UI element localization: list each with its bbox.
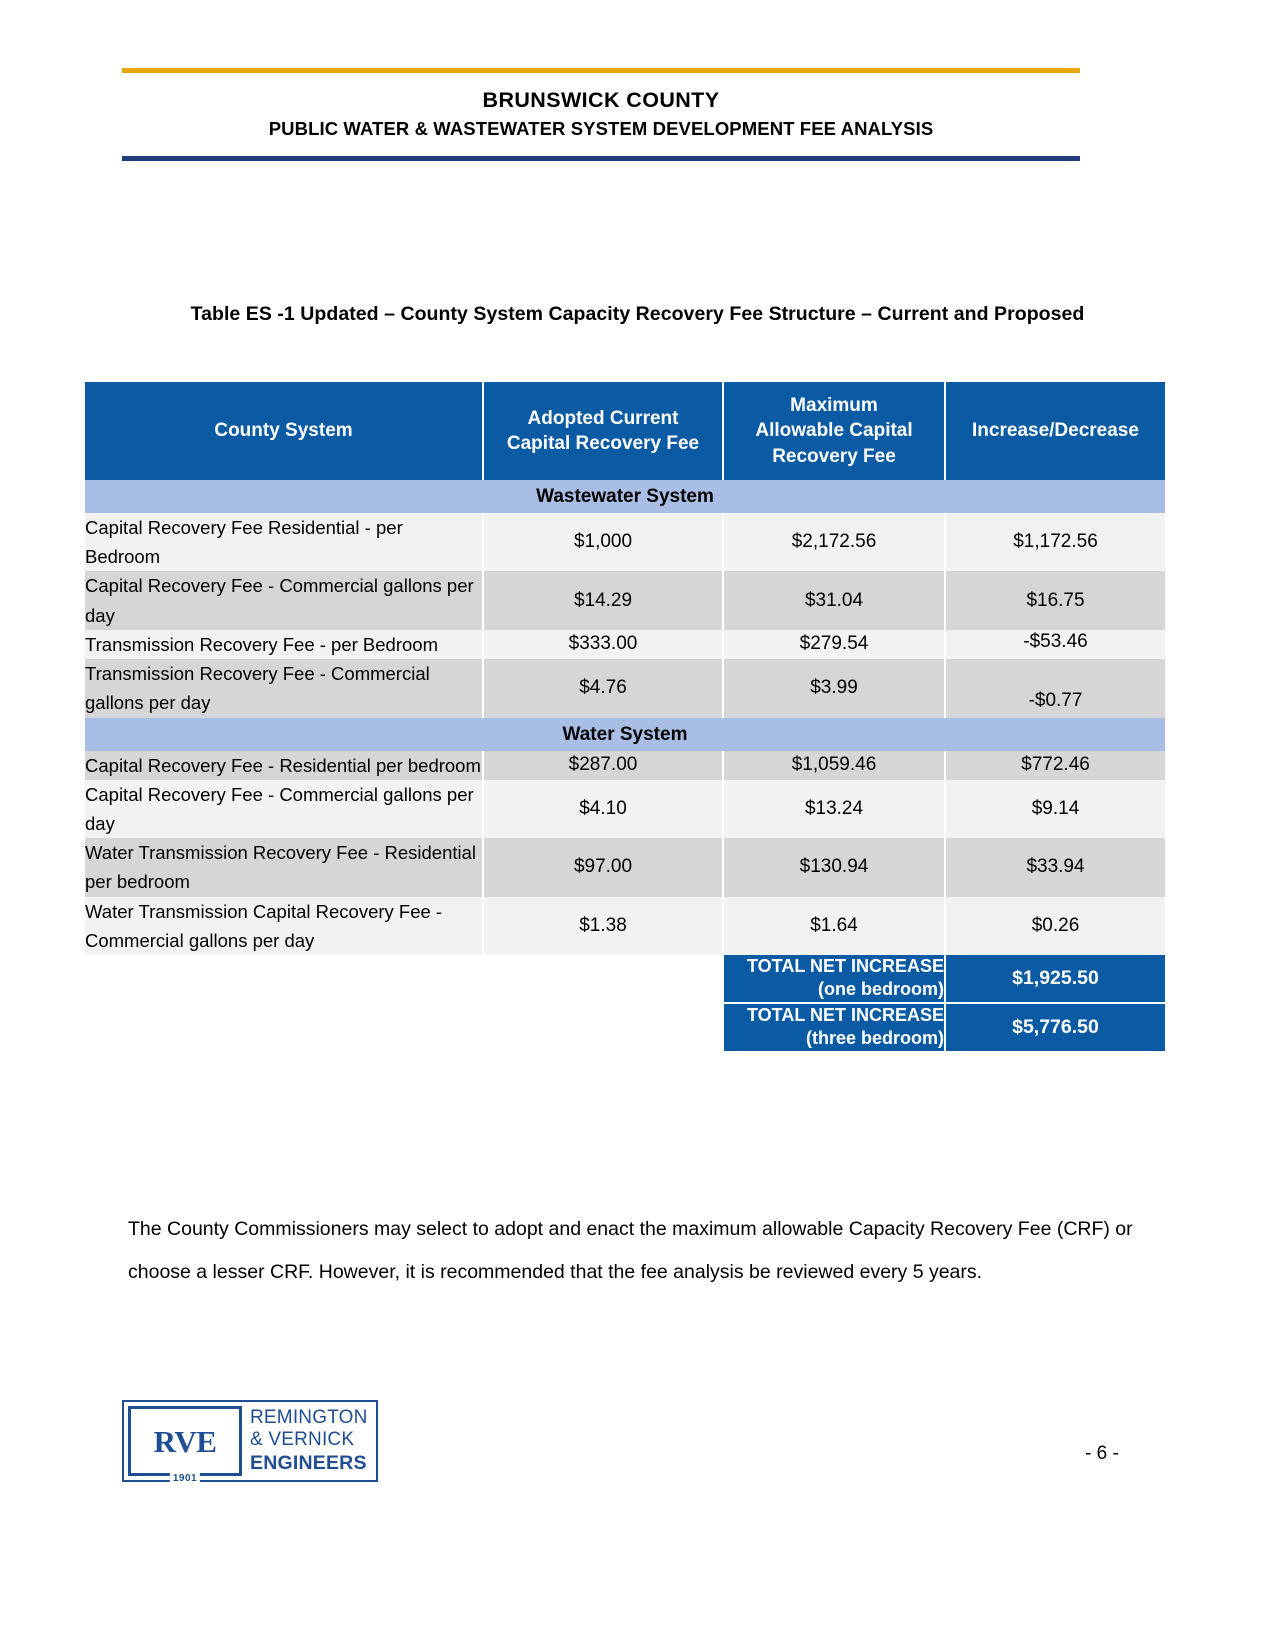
row-maximum-fee: $31.04 [724,571,946,629]
row-label: Water Transmission Recovery Fee - Residential per bedroom [85,838,484,896]
row-delta: $772.46 [946,751,1165,780]
total-label-three-bedroom [724,1004,946,1051]
row-maximum-fee: $2,172.56 [724,513,946,571]
total-spacer [484,1004,724,1051]
row-delta: $9.14 [946,780,1165,838]
section-band-water: Water System [85,718,1165,751]
header-rule-blue [122,156,1080,161]
rve-logo-year: 1901 [170,1473,200,1484]
row-current-fee: $4.10 [484,780,724,838]
rve-logo-word-line1: REMINGTON [250,1406,368,1428]
column-header-adopted-current-fee [484,382,724,480]
table-header-row [85,382,1165,480]
table-row [85,838,1165,896]
row-label: Capital Recovery Fee - Residential per bedroom [85,751,484,780]
body-paragraph: The County Commissioners may select to adopt and enact the maximum allowable Capacity Recovery Fee (CRF) or choose a lesser CRF. However, it is recommended that the fee analysis be reviewed every 5 years. [128,1218,1133,1283]
rve-logo-initials: RVE [153,1423,217,1459]
table-row [85,780,1165,838]
rve-logo-word-line2: & VERNICK [250,1429,355,1451]
header-titles [122,73,1080,147]
column-header-increase-decrease: Increase/Decrease [946,382,1165,480]
total-spacer [85,1004,484,1051]
total-row [85,1004,1165,1051]
total-label-one-bedroom [724,955,946,1004]
row-current-fee: $287.00 [484,751,724,780]
section-band-wastewater: Wastewater System [85,480,1165,513]
column-header-line: Maximum [790,395,878,417]
section-band-row [85,480,1165,513]
table-row [85,571,1165,629]
row-label: Transmission Recovery Fee - per Bedroom [85,630,484,659]
row-delta: -$53.46 [946,630,1165,659]
row-delta: $0.26 [946,897,1165,955]
row-label: Capital Recovery Fee - Commercial gallons per day [85,780,484,838]
table-row [85,897,1165,955]
row-maximum-fee: $130.94 [724,838,946,896]
row-delta: $33.94 [946,838,1165,896]
row-maximum-fee: $1,059.46 [724,751,946,780]
row-maximum-fee: $13.24 [724,780,946,838]
total-value-one-bedroom: $1,925.50 [946,955,1165,1004]
section-band-row [85,718,1165,751]
row-delta: $1,172.56 [946,513,1165,571]
column-header-maximum-allowable-fee [724,382,946,480]
capacity-recovery-fee-table [85,382,1165,1051]
row-delta: $16.75 [946,571,1165,629]
table-caption: Table ES -1 Updated – County System Capacity Recovery Fee Structure – Current and Proposed [190,303,1085,325]
rve-logo [122,1400,378,1482]
row-maximum-fee: $279.54 [724,630,946,659]
row-current-fee: $333.00 [484,630,724,659]
table-row [85,751,1165,780]
column-header-line: Capital Recovery Fee [506,433,700,454]
row-maximum-fee: $1.64 [724,897,946,955]
row-current-fee: $4.76 [484,659,724,717]
header-title-secondary: PUBLIC WATER & WASTEWATER SYSTEM DEVELOPMENT FEE ANALYSIS [268,118,934,140]
row-label: Transmission Recovery Fee - Commercial gallons per day [85,659,484,717]
column-header-line: Adopted Current [527,407,679,429]
total-row [85,955,1165,1004]
total-label-line: TOTAL NET INCREASE [746,956,944,977]
table-row [85,659,1165,717]
row-maximum-fee: $3.99 [724,659,946,717]
page-number: - 6 - [1085,1443,1119,1464]
row-current-fee: $1.38 [484,897,724,955]
row-label: Water Transmission Capital Recovery Fee -Commercial gallons per day [85,897,484,955]
rve-logo-mark [128,1406,242,1484]
total-label-line: TOTAL NET INCREASE [746,1004,944,1025]
header-title-primary: BRUNSWICK COUNTY [482,88,720,112]
total-value-three-bedroom: $5,776.50 [946,1004,1165,1051]
page-header [122,68,1080,161]
column-header-county-system: County System [85,382,484,480]
table-row [85,513,1165,571]
table-row [85,630,1165,659]
column-header-line: Recovery Fee [772,445,896,467]
total-spacer [484,955,724,1004]
total-label-line: (three bedroom) [805,1028,944,1049]
rve-logo-wordmark [250,1406,372,1476]
row-current-fee: $14.29 [484,571,724,629]
row-label: Capital Recovery Fee Residential - per Bedroom [85,513,484,571]
row-current-fee: $97.00 [484,838,724,896]
row-current-fee: $1,000 [484,513,724,571]
total-label-line: (one bedroom) [818,979,944,1000]
column-header-line: Allowable Capital [755,420,913,442]
rve-logo-word-line3: ENGINEERS [250,1452,367,1475]
row-delta: -$0.77 [946,659,1165,717]
row-label: Capital Recovery Fee - Commercial gallons per day [85,571,484,629]
total-spacer [85,955,484,1004]
